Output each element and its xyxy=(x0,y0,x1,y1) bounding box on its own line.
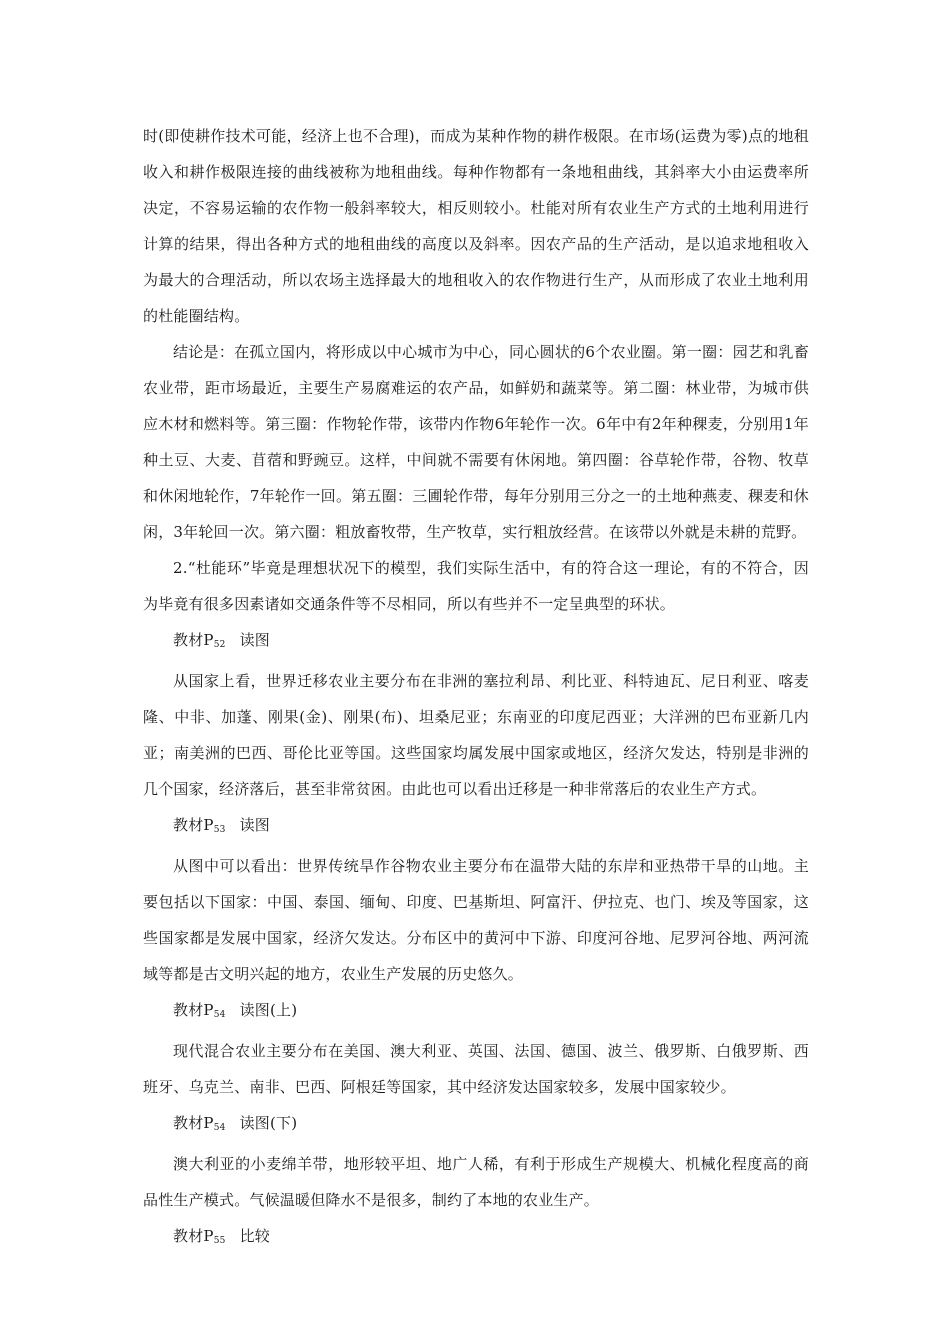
section-heading-p53 xyxy=(143,807,809,848)
document-body xyxy=(143,118,809,1259)
section-body-p53: 从图中可以看出：世界传统旱作谷物农业主要分布在温带大陆的东岸和亚热带干旱的山地。主要包括以下国家：中国、泰国、缅甸、印度、巴基斯坦、阿富汗、伊拉克、也门、埃及等国家，这些国家都是发展中国家，经济欠发达。分布区中的黄河中下游、印度河谷地、尼罗河谷地、两河流域等都是古文明兴起的地方，农业生产发展的历史悠久。 xyxy=(143,857,809,983)
section-body-p54-upper: 现代混合农业主要分布在美国、澳大利亚、英国、法国、德国、波兰、俄罗斯、白俄罗斯、西班牙、乌克兰、南非、巴西、阿根廷等国家，其中经济发达国家较多，发展中国家较少。 xyxy=(143,1042,809,1096)
section-heading-p55 xyxy=(143,1218,809,1259)
heading-suffix: 读图 xyxy=(239,816,270,834)
heading-page-number: 54 xyxy=(213,1123,226,1133)
section-heading-p54-lower xyxy=(143,1105,809,1146)
heading-prefix: 教材P xyxy=(173,1114,214,1132)
section-heading-p52 xyxy=(143,622,809,663)
heading-suffix: 比较 xyxy=(239,1227,270,1245)
paragraph-model-note: 2.“杜能环”毕竟是理想状况下的模型，我们实际生活中，有的符合这一理论，有的不符合，因为毕竟有很多因素诸如交通条件等不尽相同，所以有些并不一定呈典型的环状。 xyxy=(143,559,809,613)
heading-suffix: 读图(下) xyxy=(239,1114,298,1132)
heading-page-number: 55 xyxy=(213,1236,226,1246)
heading-page-number: 52 xyxy=(213,640,226,650)
heading-prefix: 教材P xyxy=(173,1001,214,1019)
heading-suffix: 读图 xyxy=(239,631,270,649)
heading-page-number: 53 xyxy=(213,825,226,835)
paragraph-six-agricultural-rings: 结论是：在孤立国内，将形成以中心城市为中心，同心圆状的6个农业圈。第一圈：园艺和乳畜农业带，距市场最近，主要生产易腐难运的农产品，如鲜奶和蔬菜等。第二圈：林业带，为城市供应木材和燃料等。第三圈：作物轮作带，该带内作物6年轮作一次。6年中有2年种稞麦，分别用1年种土豆、大麦、苜蓿和野豌豆。这样，中间就不需要有休闲地。第四圈：谷草轮作带，谷物、牧草和休闲地轮作，7年轮作一回。第五圈：三圃轮作带，每年分别用三分之一的土地种燕麦、稞麦和休闲，3年轮回一次。第六圈：粗放畜牧带，生产牧草，实行粗放经营。在该带以外就是未耕的荒野。 xyxy=(143,343,809,541)
section-body-p54-lower: 澳大利亚的小麦绵羊带，地形较平坦、地广人稀，有利于形成生产规模大、机械化程度高的商品性生产模式。气候温暖但降水不是很多，制约了本地的农业生产。 xyxy=(143,1155,809,1209)
heading-prefix: 教材P xyxy=(173,1227,214,1245)
paragraph-dunenring-rent-curve: 时(即使耕作技术可能，经济上也不合理)，而成为某种作物的耕作极限。在市场(运费为零)点的地租收入和耕作极限连接的曲线被称为地租曲线。每种作物都有一条地租曲线，其斜率大小由运费率所决定，不容易运输的农作物一般斜率较大，相反则较小。杜能对所有农业生产方式的土地利用进行计算的结果，得出各种方式的地租曲线的高度以及斜率。因农产品的生产活动，是以追求地租收入为最大的合理活动，所以农场主选择最大的地租收入的农作物进行生产，从而形成了农业土地利用的杜能圈结构。 xyxy=(143,127,809,325)
section-heading-p54-upper xyxy=(143,992,809,1033)
heading-prefix: 教材P xyxy=(173,816,214,834)
section-body-p52: 从国家上看，世界迁移农业主要分布在非洲的塞拉利昂、利比亚、科特迪瓦、尼日利亚、喀麦隆、中非、加蓬、刚果(金)、刚果(布)、坦桑尼亚；东南亚的印度尼西亚；大洋洲的巴布亚新几内亚；南美洲的巴西、哥伦比亚等国。这些国家均属发展中国家或地区，经济欠发达，特别是非洲的几个国家，经济落后，甚至非常贫困。由此也可以看出迁移是一种非常落后的农业生产方式。 xyxy=(143,672,809,798)
heading-prefix: 教材P xyxy=(173,631,214,649)
heading-suffix: 读图(上) xyxy=(239,1001,298,1019)
heading-page-number: 54 xyxy=(213,1010,226,1020)
